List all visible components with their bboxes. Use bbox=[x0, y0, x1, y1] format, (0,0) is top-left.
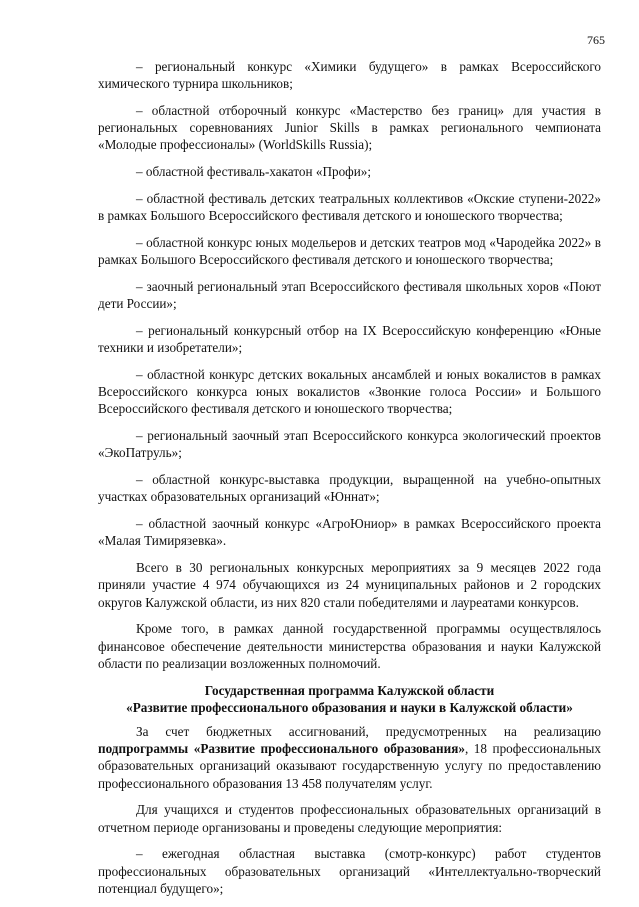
list-item: – заочный региональный этап Всероссийского фестиваля школьных хоров «Поют дети России»; bbox=[98, 279, 601, 312]
events-intro-paragraph: Для учащихся и студентов профессиональных образовательных организаций в отчетном периоде организованы и проведены следующие мероприятия: bbox=[98, 802, 601, 835]
section-heading-line-2: «Развитие профессионального образования и науки в Калужской области» bbox=[126, 699, 573, 715]
list-item: – областной конкурс детских вокальных ансамблей и юных вокалистов в рамках Всероссийского конкурса юных вокалистов «Звонкие голоса России» и Большого Всероссийского фестиваля детского и юношеского творчества; bbox=[98, 367, 601, 417]
budget-paragraph bbox=[98, 723, 601, 792]
list-item: – региональный конкурсный отбор на IX Всероссийскую конференцию «Юные техники и изобретатели»; bbox=[98, 323, 601, 356]
section-heading-line-1: Государственная программа Калужской области bbox=[204, 682, 495, 698]
budget-paragraph-rest: , 18 профессиональных образовательных организаций оказывают государственную услугу по предоставлению профессионального образования 13 458 получателям услуг. bbox=[98, 741, 601, 791]
subprogram-name: подпрограммы «Развитие профессионального образования» bbox=[98, 741, 465, 757]
list-item: – региональный заочный этап Всероссийского конкурса экологический проектов «ЭкоПатруль»; bbox=[98, 428, 601, 461]
list-item: – областной фестиваль-хакатон «Профи»; bbox=[136, 164, 372, 180]
list-item: – областной заочный конкурс «АгроЮниор» в рамках Всероссийского проекта «Малая Тимирязевка». bbox=[98, 516, 601, 549]
summary-paragraph: Всего в 30 региональных конкурсных мероприятиях за 9 месяцев 2022 года приняли участие 4 974 обучающихся из 24 муниципальных районов и 2 городских округов Калужской области, из них 820 стали победителями и лауреатами конкурсов. bbox=[98, 560, 601, 610]
section-heading bbox=[98, 682, 601, 716]
list-item: – областной конкурс юных модельеров и детских театров мод «Чародейка 2022» в рамках Большого Всероссийского фестиваля детского и юношеского творчества; bbox=[98, 235, 601, 268]
finance-paragraph: Кроме того, в рамках данной государственной программы осуществлялось финансовое обеспечение деятельности министерства образования и науки Калужской области по реализации возложенных полномочий. bbox=[98, 621, 601, 671]
page-content bbox=[98, 58, 601, 907]
list-item: – региональный конкурс «Химики будущего» в рамках Всероссийского химического турнира школьников; bbox=[98, 59, 601, 92]
list-item: – областной конкурс-выставка продукции, выращенной на учебно-опытных участках образовательных организаций «Юннат»; bbox=[98, 472, 601, 505]
list-item: – областной фестиваль детских театральных коллективов «Окские ступени-2022» в рамках Большого Всероссийского фестиваля детского и юношеского творчества; bbox=[98, 191, 601, 224]
list-item: – ежегодная областная выставка (смотр-конкурс) работ студентов профессиональных образовательных организаций «Интеллектуально-творческий потенциал будущего»; bbox=[98, 846, 601, 896]
page-number: 765 bbox=[587, 33, 605, 47]
list-item: – областной отборочный конкурс «Мастерство без границ» для участия в региональных соревнованиях Junior Skills в рамках регионального чемпионата «Молодые профессионалы» (WorldSkills Russia); bbox=[98, 103, 601, 153]
budget-paragraph-intro: За счет бюджетных ассигнований, предусмотренных на реализацию bbox=[136, 724, 601, 740]
